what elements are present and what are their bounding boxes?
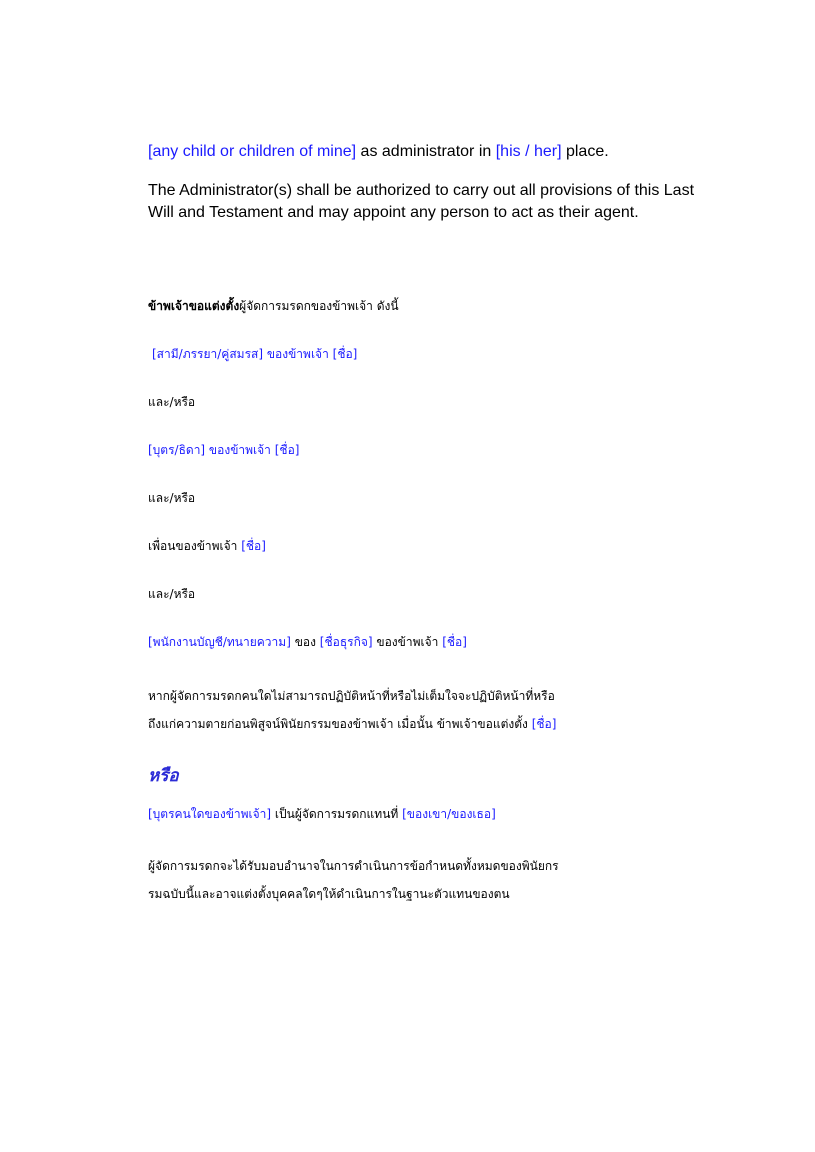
placeholder-accountant: [พนักงานบัญชี/ทนายความ] — [148, 635, 291, 649]
text-segment: เพื่อนของข้าพเจ้า — [148, 539, 242, 553]
text-line: รมฉบับนี้และอาจแต่งตั้งบุคคลใดๆให้ดำเนินการในฐานะตัวแทนของตน — [148, 887, 510, 901]
th-and-or-3: และ/หรือ — [148, 587, 196, 601]
text-segment: ของข้าพเจ้า — [372, 635, 443, 649]
or-heading: หรือ — [148, 766, 179, 786]
text-segment: ถึงแก่ความตายก่อนพิสูจน์พินัยกรรมของข้าพเจ้า เมื่อนั้น ข้าพเจ้าขอแต่งตั้ง — [148, 717, 532, 731]
th-substitute-paragraph — [148, 682, 556, 738]
th-accountant-line — [148, 634, 467, 650]
th-child-administrator-line — [148, 806, 496, 822]
placeholder-name: [ชื่อ] — [531, 717, 557, 731]
placeholder-business: [ชื่อธุรกิจ] — [319, 635, 373, 649]
text-segment: place. — [561, 143, 609, 160]
th-authority-paragraph — [148, 852, 559, 908]
text-line: The Administrator(s) shall be authorized to carry out all provisions of this Last — [148, 182, 695, 199]
text-segment: เป็นผู้จัดการมรดกแทนที่ — [271, 807, 403, 821]
en-paragraph-authority — [148, 180, 694, 224]
th-child-line: [บุตร/ธิดา] ของข้าพเจ้า [ชื่อ] — [148, 443, 300, 457]
th-and-or-1: และ/หรือ — [148, 395, 196, 409]
th-and-or-2: และ/หรือ — [148, 491, 196, 505]
en-paragraph-administrator — [148, 141, 609, 163]
bold-lead: ข้าพเจ้าขอแต่งตั้ง — [148, 299, 240, 313]
text-line: Will and Testament and may appoint any person to act as their agent. — [148, 204, 639, 221]
text-segment: as administrator in — [356, 143, 496, 160]
placeholder-name: [ชื่อ] — [241, 539, 266, 553]
placeholder-his-her: [his / her] — [495, 143, 562, 160]
text-line — [148, 710, 556, 738]
placeholder-his-her: [ของเขา/ของเธอ] — [402, 807, 496, 821]
th-appoint-heading — [148, 298, 399, 314]
placeholder-children: [any child or children of mine] — [148, 143, 357, 160]
placeholder-name: [ชื่อ] — [442, 635, 467, 649]
placeholder-any-child: [บุตรคนใดของข้าพเจ้า] — [148, 807, 272, 821]
text-line: หากผู้จัดการมรดกคนใดไม่สามารถปฏิบัติหน้าที่หรือไม่เต็มใจจะปฏิบัติหน้าที่หรือ — [148, 689, 555, 703]
th-friend-line — [148, 538, 266, 554]
text-segment: ผู้จัดการมรดกของข้าพเจ้า ดังนี้ — [239, 299, 399, 313]
text-segment: ของ — [290, 635, 320, 649]
th-spouse-line: [สามี/ภรรยา/คู่สมรส] ของข้าพเจ้า [ชื่อ] — [152, 347, 358, 361]
text-line: ผู้จัดการมรดกจะได้รับมอบอำนาจในการดำเนินการข้อกำหนดทั้งหมดของพินัยกร — [148, 859, 559, 873]
